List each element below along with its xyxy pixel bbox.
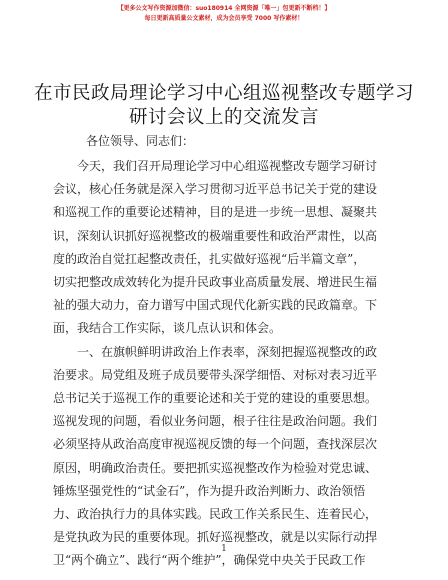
body-line: 力、政治执行力的具体实践。民政工作关系民生、连着民心，: [53, 507, 378, 522]
body-line: 面，我结合工作实际，谈几点认识和体会。: [53, 321, 282, 336]
body-line: 识，深刻认识抓好巡视整改的极端重要性和政治严肃性，以高: [53, 228, 378, 243]
body-line: 度的政治自觉扛起整改责任，扎实做好巡视“后半篇文章”，: [53, 251, 366, 266]
body-line: 原因，明确政治责任。要把抓实巡视整改作为检验对党忠诚、: [53, 460, 378, 475]
header-banner: [0, 4, 448, 24]
salutation: 各位领导、同志们：: [86, 134, 195, 148]
page-number: 1: [221, 544, 227, 554]
body-line: 一、在旗帜鲜明讲政治上作表率，深刻把握巡视整改的政: [77, 344, 378, 359]
body-line: 总书记关于巡视工作的重要论述和关于党的建设的重要思想。: [53, 391, 378, 406]
body-line: 切实把整改成效转化为提升民政事业高质量发展、增进民生福: [53, 275, 378, 290]
title-line-2: 研讨会议上的交流发言: [128, 107, 319, 128]
body-line: 是党执政为民的重要体现。抓好巡视整改，就是以实际行动捍: [53, 530, 378, 545]
banner-line-1: 【更多公文写作资源加微信：suo180914 全网资源「唯一」包更新不断档！】: [117, 5, 331, 12]
body-line: 和巡视工作的重要论述精神，目的是进一步统一思想、凝聚共: [53, 205, 378, 220]
body-line: 锤炼坚强党性的“试金石”，作为提升政治判断力、政治领悟: [53, 483, 366, 498]
body-line: 巡视发现的问题，看似业务问题，根子往往是政治问题。我们: [53, 414, 378, 429]
banner-line-2: 每日更新高质量公文素材，成为会员享受 7000 写作素材！: [144, 15, 304, 22]
body-line: 今天，我们召开局理论学习中心组巡视整改专题学习研讨: [77, 159, 378, 173]
body-line: 卫“两个确立”、践行“两个维护”，确保党中央关于民政工作: [53, 553, 366, 568]
body-line: 祉的强大动力，奋力谱写中国式现代化新实践的民政篇章。下: [53, 298, 378, 313]
body-line: 会议，核心任务就是深入学习贯彻习近平总书记关于党的建设: [53, 182, 378, 197]
document-title: [20, 82, 428, 130]
title-line-1: 在市民政局理论学习中心组巡视整改专题学习: [33, 83, 414, 104]
body-line: 治要求。局党组及班子成员要带头深学细悟、对标对表习近平: [53, 367, 378, 382]
body-line: 必须坚持从政治高度审视巡视反馈的每一个问题，查找深层次: [53, 437, 378, 452]
document-body: [53, 155, 393, 573]
